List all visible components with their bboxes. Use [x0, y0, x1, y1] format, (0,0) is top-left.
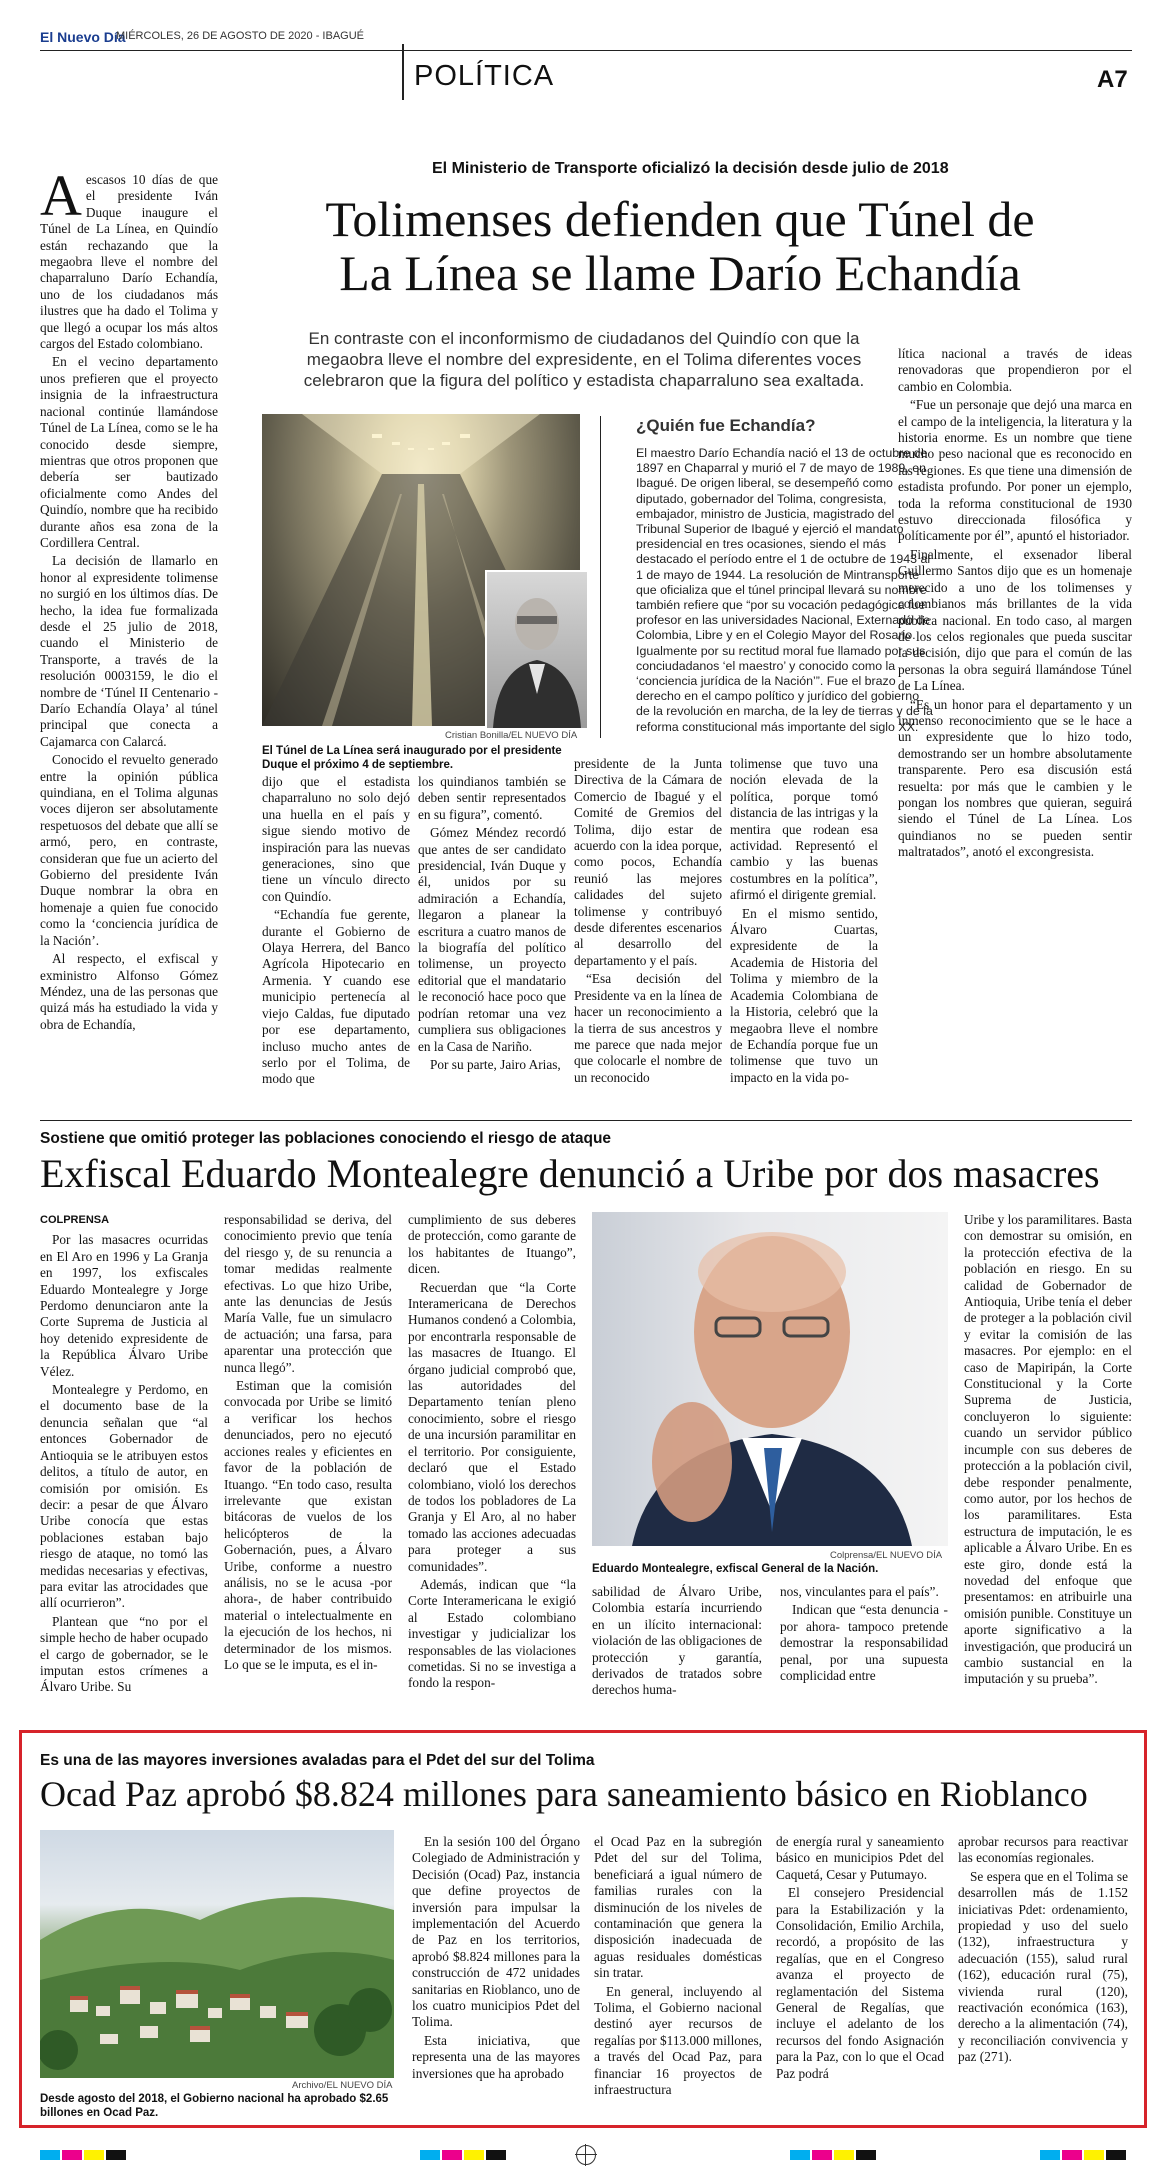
- story3-col2-p1: el Ocad Paz en la subregión Pdet del sur del Tolima, beneficiará a igual número de familias rurales con la disminución de los niveles de contaminación que genera la disposición inadecuada de aguas residuales domésticas sin tratar.: [594, 1834, 762, 1981]
- masthead: [40, 29, 1132, 49]
- story2-column-1: [40, 1212, 208, 1698]
- story1-col3-p2: Gómez Méndez recordó que antes de ser candidato presidencial, Iván Duque y él, unidos por su admiración a Echandía, llegaron a planear la escritura a cuatro manos de la biografía del político tolimense, un proyecto editorial que el mandatario le reconoció hace poco que podrían retomar una vez cumpliera sus obligaciones en la Casa de Nariño.: [418, 825, 566, 1054]
- story2-col4-p1: sabilidad de Álvaro Uribe, Colombia estaría incurriendo en un ilícito internacional: violación de las obligaciones de protección y garantía, derivados de tratados sobre derechos huma-: [592, 1584, 762, 1698]
- story2-byline: COLPRENSA: [40, 1214, 110, 1226]
- story2-col3-p3: Además, indican que “la Corte Interamericana le exigió al Estado colombiano investigar y judicializar los responsables de las violaciones cometidas. Si no se investiga a fondo la respon-: [408, 1576, 576, 1691]
- rioblanco-illustration: [40, 1830, 394, 2078]
- story1-column-2: [262, 774, 410, 1090]
- sidebar-body: El maestro Darío Echandía nació el 13 de octubre de 1897 en Chaparral y murió el 7 de mayo de 1989, en Ibagué. De origen liberal, se desempeñó como diputado, gobernador del Tolima, congresista, embajador, ministro de Justicia, magistrado del Tribunal Superior de Ibagué y ejerció el mandato presidencial en tres ocasiones, siendo el más destacado el período entre el 1 de octubre de 1943 al 1 de mayo de 1944. La resolución de Mintransporte que oficializa que el túnel principal llevará su nombre también refiere que “por su vocación pedagógica fue profesor en las universidades Nacional, Externado de Colombia, Libre y en el Colegio Mayor del Rosario. Igualmente por su rectitud moral fue llamado por sus conciudadanos ‘el maestro’ y conocido como la ‘conciencia jurídica de la Nación’”. Fue el brazo derecho en el campo político y jurídico del gobierno de la revolución en marcha, de la ley de tierras y de la reforma constitucional más importante del siglo XX.: [636, 446, 933, 734]
- sidebar-title: ¿Quién fue Echandía?: [636, 416, 816, 435]
- story2-col6-p1: Uribe y los paramilitares. Basta con demostrar su omisión, en la protección efectiva de la población en riesgo. En su calidad de Gobernador de Antioquia, Uribe tenía el deber de proteger a la población civil y evitar la comisión de las masacres. Por ejemplo: en el caso de Mapiripán, la Corte Constitucional y la Corte Suprema de Justicia, concluyeron lo siguiente: cuando un servidor público incumple con sus deberes de protección a la población civil, debe responder penalmente, como autor, por los hechos de los paramilitares. Esta estructura de imputación, le es aplicable a Álvaro Uribe. En es este giro, donde está la novedad del enfoque que presentamos: en atribuirle una omisión punible. Constituye un aporte significativo a la investigación, que producirá un cambio sustancial en la imputación y su prueba”.: [964, 1212, 1133, 1687]
- registration-mark-icon: [576, 2145, 596, 2165]
- story1-col6-p1: lítica nacional a través de ideas renovadoras que propendieron por el cambio en Colombia.: [898, 346, 1132, 394]
- story1-headline: [220, 192, 1140, 300]
- story3-photo-rioblanco: [40, 1830, 394, 2078]
- story3-headline: Ocad Paz aprobó $8.824 millones para saneamiento básico en Rioblanco: [40, 1774, 1088, 1814]
- story2-photo-montealegre: [592, 1212, 948, 1546]
- story1-col6-p4: “Es un honor para el departamento y un inmenso reconocimiento que se le hace a un expresidente que lo hizo todo, demostrando ser un hombre absolutamente transparente. Pero esa discusión está resuelta: por más que le cambien y le pongan los nombres que quieran, seguirá siendo el Túnel de La Línea. Los quindianos no se pueden sentir maltratados”, anotó el excongresista.: [898, 696, 1132, 860]
- story3-col1-p2: Esta iniciativa, que representa una de las mayores inversiones que ha aprobado: [412, 2032, 580, 2081]
- story1-dropcap: A: [40, 163, 82, 228]
- story2-kicker: Sostiene que omitió proteger las poblaciones conociendo el riesgo de ataque: [40, 1130, 612, 1147]
- story1-photo-credit: Cristian Bonilla/EL NUEVO DÍA: [445, 730, 578, 741]
- story1-column-1: [40, 163, 218, 1035]
- story3-col1-p1: En la sesión 100 del Órgano Colegiado de Administración y Decisión (Ocad) Paz, instancia que define proyectos de inversión para impulsar la implementación del Acuerdo de Paz en los territorios, aprobó $8.824 millones para la construcción de 472 unidades sanitarias en Rioblanco, uno de los cuatro municipios Pdet del Tolima.: [412, 1834, 580, 2030]
- newspaper-logo: El Nuevo Día: [40, 29, 126, 45]
- story1-col1-p2: En el vecino departamento unos prefieren que el proyecto insignia de la infraestructura nacional continúe llamándose Túnel de La Línea, como se le ha conocido desde siempre, mientras que otros proponen que debería ser bautizado oficialmente como Andes del Quindío, nombre que ha recibido durante años esa zona de la Cordillera Central.: [40, 354, 218, 550]
- story3-kicker: Es una de las mayores inversiones avaladas para el Pdet del sur del Tolima: [40, 1752, 595, 1769]
- story1-col3-p3: Por su parte, Jairo Arias,: [430, 1056, 561, 1072]
- story3-col3-p1: de energía rural y saneamiento básico en municipios Pdet del Caquetá, Cesar y Putumayo.: [776, 1834, 944, 1882]
- story2-headline: Exfiscal Eduardo Montealegre denunció a Uribe por dos masacres: [40, 1151, 1100, 1196]
- story2-col3-p1: cumplimiento de sus deberes de protección, como garante de los habitantes de Ituango”, dicen.: [408, 1212, 576, 1277]
- story2-column-4: [592, 1584, 762, 1701]
- story1-col4-p2: “Esa decisión del Presidente va en la línea de hacer un reconocimiento a la tierra de sus ancestros y me parece que nada mejor que colocarle el nombre de un reconocido: [574, 971, 722, 1085]
- story1-col6-p2: “Fue un personaje que dejó una marca en el campo de la inteligencia, la literatura y la historia enorme. Es un nombre que tiene mucho peso nacional que es reconocido en las regiones. Es que tiene una dimensión de estadista profundo. Por poner un ejemplo, toda la reforma constitucional de 1930 estuvo direccionada filosófica y políticamente por él”, apuntó el historiador.: [898, 397, 1132, 544]
- story2-col3-p2: Recuerdan que “la Corte Interamericana de Derechos Humanos condenó a Colombia, por encontrarla responsable de las masacres de Ituango. El órgano judicial comprobó que, las autoridades del Departamento tenían pleno conocimiento, sobre el riesgo de una incursión paramilitar en el territorio. Por consiguiente, declaró que el Estado colombiano, violó los derechos de todos los pobladores de La Granja y El Aro, al no haber tomado las acciones adecuadas para proteger a sus comunidades”.: [408, 1279, 576, 1574]
- story1-col6-p3: Finalmente, el exsenador liberal Guillermo Santos dijo que es un homenaje merecido a uno de los tolimenses y colombianos más brillantes de la vida pública nacional. En todo caso, al margen de los celos regionales que pueda suscitar la decisión, dijo que para el común de las personas la obra seguirá llamándose Túnel de La Línea.: [898, 546, 1132, 694]
- story1-col3-p1: los quindianos también se deben sentir representados en su figura”, comentó.: [418, 774, 566, 822]
- story1-col4-p1: presidente de la Junta Directiva de la Cámara de Comercio de Ibagué y el Comité de Gremios del Tolima, dijo estar de acuerdo con la idea porque, como pocos, Echandía reunió las mejores calidades del sujeto tolimense y contribuyó desde diferentes escenarios al desarrollo del departamento y el país.: [574, 756, 722, 968]
- story2-col5-p1: nos, vinculantes para el país”.: [780, 1584, 939, 1599]
- story3-column-3: [776, 1834, 944, 2084]
- story1-headline-line2: La Línea se llame Darío Echandía: [339, 245, 1021, 301]
- masthead-rule: [40, 50, 1132, 51]
- story3-col3-p2: El consejero Presidencial para la Estabilización y la Consolidación, Emilio Archila, recordó, a propósito de las regalías, que en el Congreso avanza el proyecto de reglamentación del Sistema General de Regalías, que incluye el adelanto de los recursos del fondo Asignación para la Paz, con lo que el Ocad Paz podrá: [776, 1885, 944, 2081]
- story1-col5-p2: En el mismo sentido, Álvaro Cuartas, expresidente de la Academia de Historia del Tolima y miembro de la Academia Colombiana de la Historia, celebró que la megaobra lleve el nombre de Echandía porque fue un tolimense que tuvo un impacto en la vida po-: [730, 905, 878, 1085]
- sidebar-text: [636, 446, 936, 735]
- story2-top-rule: [40, 1120, 1132, 1121]
- story2-col1-p3: Plantean que “no por el simple hecho de haber ocupado el cargo de gobernador, se le imputan estos crímenes a Álvaro Uribe. Su: [40, 1613, 208, 1695]
- story1-col2-p1: dijo que el estadista chaparraluno no solo dejó una huella en el país y sigue siendo motivo de inspiración para las nuevas generaciones, sino que tiene un vínculo directo con Quindío.: [262, 774, 410, 904]
- dateline: MIÉRCOLES, 26 DE AGOSTO DE 2020 - IBAGUÉ: [116, 30, 364, 42]
- story1-col1-p4: Conocido el revuelto generado entre la opinión pública quindiana, en el Tolima algunas voces dijeron ser absolutamente respetuosos del debate que allí se armó, pero, en contraste, consideran que fue un acierto del Gobierno del presidente Iván Duque nombrar la obra en homenaje a quien fue conocido como la ‘conciencia jurídica de la Nación’.: [40, 752, 218, 948]
- story1-col1-p1: escasos 10 días de que el presidente Iván Duque inaugure el Túnel de La Línea, en Quindío están rechazando que la megaobra lleve el nombre del chaparraluno Darío Echandía, uno de los ciudadanos más ilustres que ha dado el Tolima y que llegó a ocupar los más altos cargos del Estado colombiano.: [40, 172, 218, 352]
- story2-column-2: [224, 1212, 392, 1675]
- story1-column-3: [418, 774, 566, 1075]
- story1-kicker: El Ministerio de Transporte oficializó la decisión desde julio de 2018: [432, 160, 949, 177]
- story1-photo-caption: El Túnel de La Línea será inaugurado por el presidente Duque el próximo 4 de septiembre.: [262, 745, 562, 771]
- story3-photo-caption: Desde agosto del 2018, el Gobierno nacional ha aprobado $2.65 billones en Ocad Paz.: [40, 2093, 389, 2119]
- story2-col2-p1: responsabilidad se deriva, del conocimiento previo que tenía del riesgo y, de su renuncia a tomar medidas realmente efectivas. Lo que hizo Uribe, ante las denuncias de Jesús María Valle, fue un simulacro de actuación; una farsa, para aparentar una protección que nunca llegó”.: [224, 1212, 392, 1375]
- story3-col2-p2: En general, incluyendo al Tolima, el Gobierno nacional destinó ayer recursos de regalías por $113.000 millones, a través del Ocad Paz, para financiar 16 proyectos de infraestructura: [594, 1983, 762, 2098]
- story2-col5-p2: Indican que “esta denuncia -por ahora- tampoco pretende demostrar la responsabilidad penal, por una supuesta complicidad entre: [780, 1602, 948, 1684]
- story2-photo-caption: Eduardo Montealegre, exfiscal General de la Nación.: [592, 1563, 879, 1575]
- story3-col4-p2: Se espera que en el Tolima se desarrollen más de 1.152 iniciativas Pdet: ordenamiento, propiedad y uso del suelo (132), infraestructura y adecuación (155), salud rural (162), educación rural (75), vivienda rural (120), reactivación económica (163), derecho a la alimentación (74), y reconciliación convivencia y paz (271).: [958, 1868, 1128, 2065]
- portrait-illustration: [487, 572, 587, 728]
- story2-col1-p1: Por las masacres ocurridas en El Aro en 1996 y La Granja en 1997, los exfiscales Eduardo Montealegre y Jorge Perdomo denunciaron ante la Corte Suprema de Justicia al hoy detenido expresidente de la República Álvaro Uribe Vélez.: [40, 1232, 208, 1379]
- montealegre-illustration: [592, 1212, 948, 1546]
- story2-photo-credit: Colprensa/EL NUEVO DÍA: [830, 1550, 943, 1561]
- story1-deck: En contraste con el inconformismo de ciudadanos del Quindío con que la megaobra lleve el nombre del expresidente, en el Tolima diferentes voces celebraron que la figura del político y estadista chaparraluno sea exaltada.: [303, 329, 865, 390]
- story2-col1-p2: Montealegre y Perdomo, en el documento base de la denuncia señalan que “al entonces Gobernador de Antioquia se le atribuyen estos delitos, a título de autor, en comisión por omisión. Es decir: a pesar de que Álvaro Uribe conocía que estas poblaciones estaban bajo riesgo de ataque, no tomó las medidas necesarias y efectivas, para evitar las atrocidades que allí ocurrieron”.: [40, 1382, 208, 1611]
- story1-column-4: [574, 756, 722, 1088]
- story3-column-2: [594, 1834, 762, 2101]
- story1-column-6: [898, 346, 1132, 863]
- story1-col5-p1: tolimense que tuvo una noción elevada de la política, porque tomó distancia de las intrigas y la mentira que rodean esa actividad. Representó el cambio y las buenas costumbres en la política”, afirmó el dirigente gremial.: [730, 756, 878, 903]
- section-bar: [402, 44, 404, 100]
- story3-col4-p1: aprobar recursos para reactivar las economías regionales.: [958, 1834, 1128, 1866]
- story1-headline-line1: Tolimenses defienden que Túnel de: [325, 191, 1035, 247]
- section-name: POLÍTICA: [414, 60, 555, 92]
- story1-photo-portrait: [485, 570, 589, 730]
- page-number: A7: [1097, 66, 1128, 93]
- story1-col1-p3: La decisión de llamarlo en honor al expresidente tolimense no surgió en los últimos días. De hecho, la idea fue formalizada desde el 25 julio de 2018, cuando el Ministerio de Transporte, a través de la resolución 0003159, le dio el nombre de ‘Túnel II Centenario - Darío Echandía Olaya’ al túnel principal que conecta a Cajamarca con Calarcá.: [40, 553, 218, 749]
- sidebar-bracket: [600, 416, 601, 738]
- story1-column-5: [730, 756, 878, 1088]
- story1-col1-p5: Al respecto, el exfiscal y exministro Alfonso Gómez Méndez, una de las personas que quizá más ha estudiado la vida y obra de Echandía,: [40, 951, 218, 1032]
- story3-column-4: [958, 1834, 1128, 2068]
- story3-column-1: [412, 1834, 580, 2084]
- story2-col2-p2: Estiman que la comisión convocada por Uribe se limitó a verificar los hechos denunciados, pero no ejecutó acciones reales y eficientes en favor de la población de Ituango. “En todo caso, resulta irrelevante que existan bitácoras de vuelos de los helicópteros de la Gobernación, pues, a Álvaro Uribe, conforme a nuestro análisis, no se le acusa -por ahora-, de haber contribuido material o intelectualmente en la ejecución de los hechos, ni determinador de los mismos. Lo que se le imputa, es el in-: [224, 1378, 392, 1672]
- story2-column-5: [780, 1584, 948, 1686]
- story2-column-6: [964, 1212, 1132, 1690]
- story2-column-3: [408, 1212, 576, 1694]
- story3-photo-credit: Archivo/EL NUEVO DÍA: [292, 2080, 393, 2091]
- story1-col2-p2: “Echandía fue gerente, durante el Gobierno de Olaya Herrera, del Banco Agrícola Hipotecario en Armenia. Y cuando ese municipio pertenecía al viejo Caldas, fue diputado por ese departamento, incluso mucho antes de serlo por el Tolima, de modo que: [262, 907, 410, 1087]
